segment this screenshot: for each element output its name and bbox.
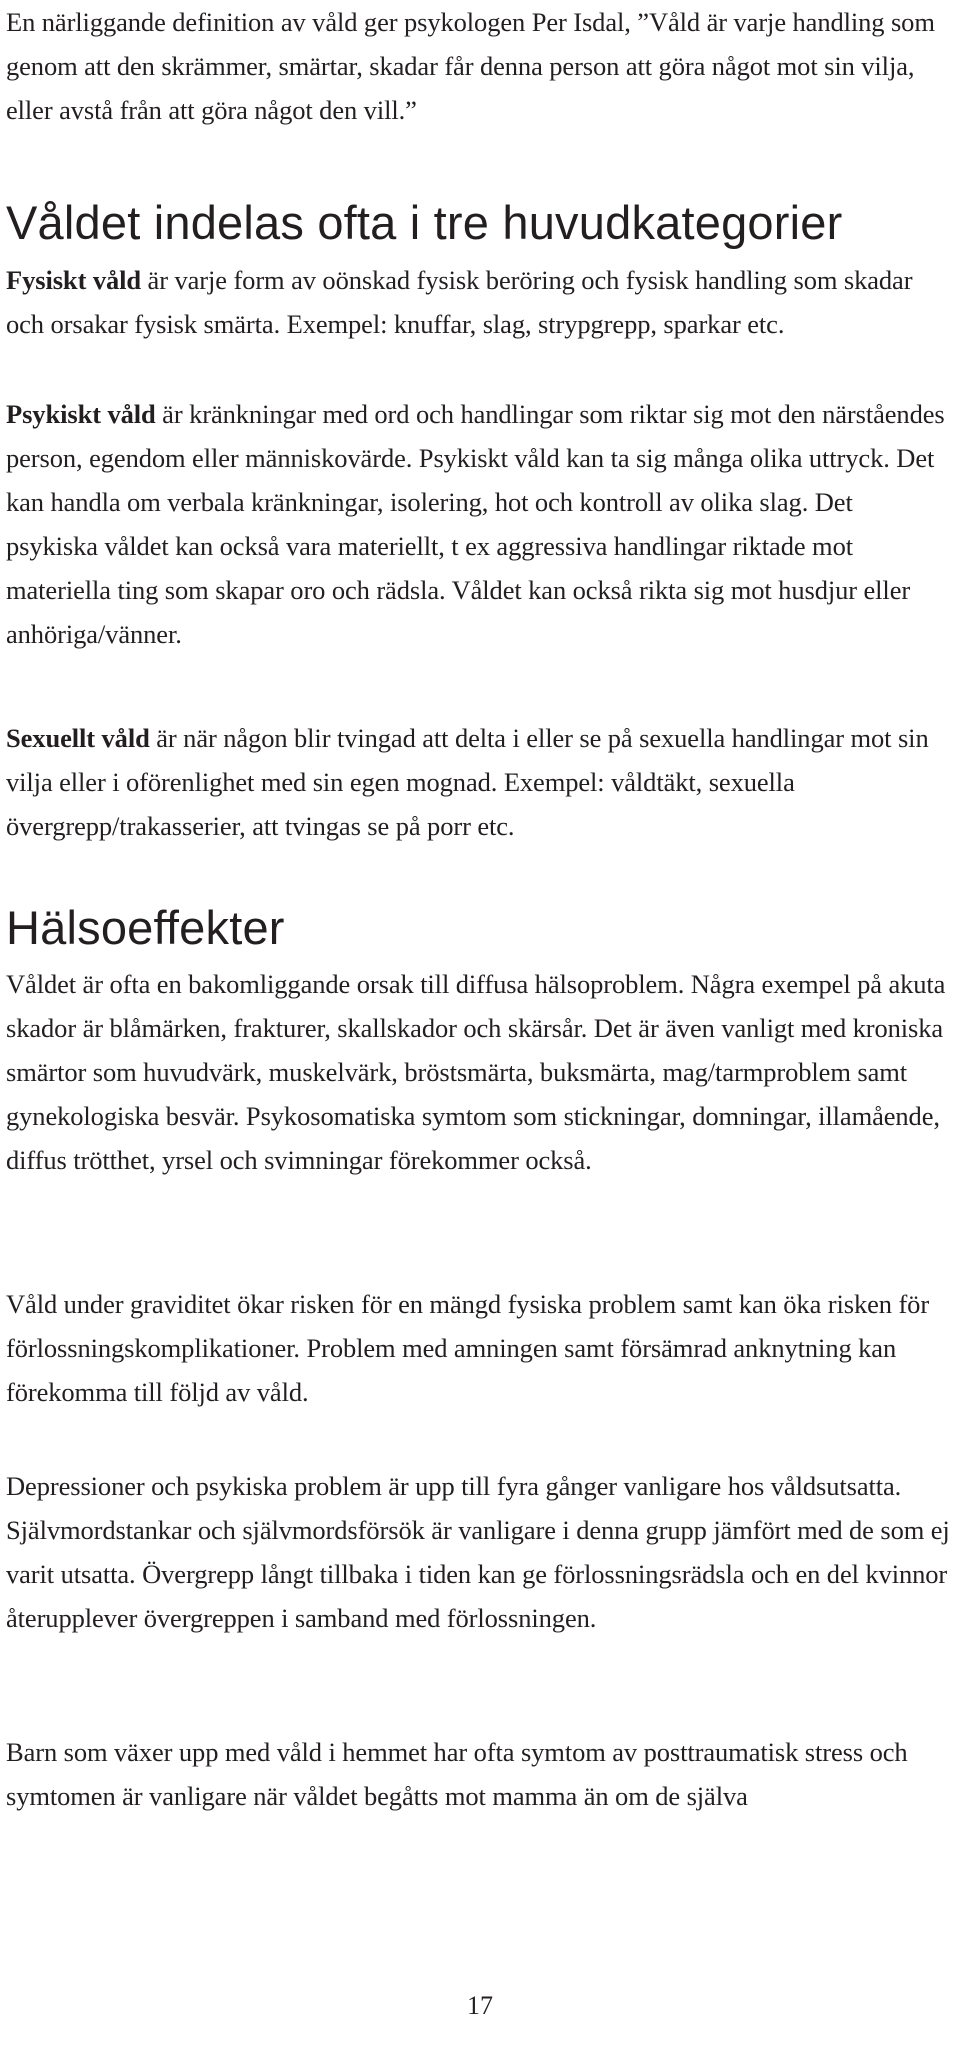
sexual-violence-text: är när någon blir tvingad att delta i eller se på sexuella handlingar mot sin vilja eller i oförenlighet med sin egen mognad. Exempel: våldtäkt, sexuella övergrepp/trakasserier, att tvingas se på porr etc.	[6, 723, 929, 841]
health-paragraph-children: Barn som växer upp med våld i hemmet har ofta symtom av posttraumatisk stress och symtomen är vanligare när våldet begåtts mot mamma än om de själva	[6, 1737, 908, 1811]
physical-violence-term: Fysiskt våld	[6, 265, 142, 295]
psychological-violence-term: Psykiskt våld	[6, 399, 156, 429]
page-number: 17	[467, 1991, 493, 2020]
intro-paragraph: En närliggande definition av våld ger psykologen Per Isdal, ”Våld är varje handling som genom att den skrämmer, smärtar, skadar får denna person att göra något mot sin vilja, eller avstå från att göra något den vill.”	[6, 7, 935, 125]
physical-violence-paragraph	[6, 258, 926, 346]
sexual-violence-term: Sexuellt våld	[6, 723, 150, 753]
health-paragraph-mental: Depressioner och psykiska problem är upp till fyra gånger vanligare hos våldsutsatta. Självmordstankar och självmordsförsök är vanligare i denna grupp jämfört med de som ej varit utsatta. Övergrepp långt tillbaka i tiden kan ge förlossningsrädsla och en del kvinnor återupplever övergreppen i samband med förlossningen.	[6, 1471, 950, 1633]
health-effects-heading: Hälsoeffekter	[6, 901, 285, 954]
psychological-violence-paragraph	[6, 392, 951, 656]
health-paragraph-acute: Våldet är ofta en bakomliggande orsak till diffusa hälsoproblem. Några exempel på akuta skador är blåmärken, frakturer, skallskador och skärsår. Det är även vanligt med kroniska smärtor som huvudvärk, muskelvärk, bröstsmärta, buksmärta, mag/tarmproblem samt gynekologiska besvär. Psykosomatiska symtom som stickningar, domningar, illamående, diffus trötthet, yrsel och svimningar förekommer också.	[6, 969, 946, 1175]
health-paragraph-pregnancy: Våld under graviditet ökar risken för en mängd fysiska problem samt kan öka risken för förlossningskomplikationer. Problem med amningen samt försämrad anknytning kan förekomma till följd av våld.	[6, 1289, 930, 1407]
physical-violence-text: är varje form av oönskad fysisk beröring och fysisk handling som skadar och orsakar fysisk smärta. Exempel: knuffar, slag, strypgrepp, sparkar etc.	[6, 265, 913, 339]
psychological-violence-text: är kränkningar med ord och handlingar som riktar sig mot den närståendes person, egendom eller människovärde. Psykiskt våld kan ta sig många olika uttryck. Det kan handla om verbala kränkningar, isolering, hot och kontroll av olika slag. Det psykiska våldet kan också vara materiellt, t ex aggressiva handlingar riktade mot materiella ting som skapar oro och rädsla. Våldet kan också rikta sig mot husdjur eller anhöriga/vänner.	[6, 399, 945, 649]
sexual-violence-paragraph	[6, 716, 951, 848]
categories-heading: Våldet indelas ofta i tre huvudkategorier	[6, 196, 843, 249]
